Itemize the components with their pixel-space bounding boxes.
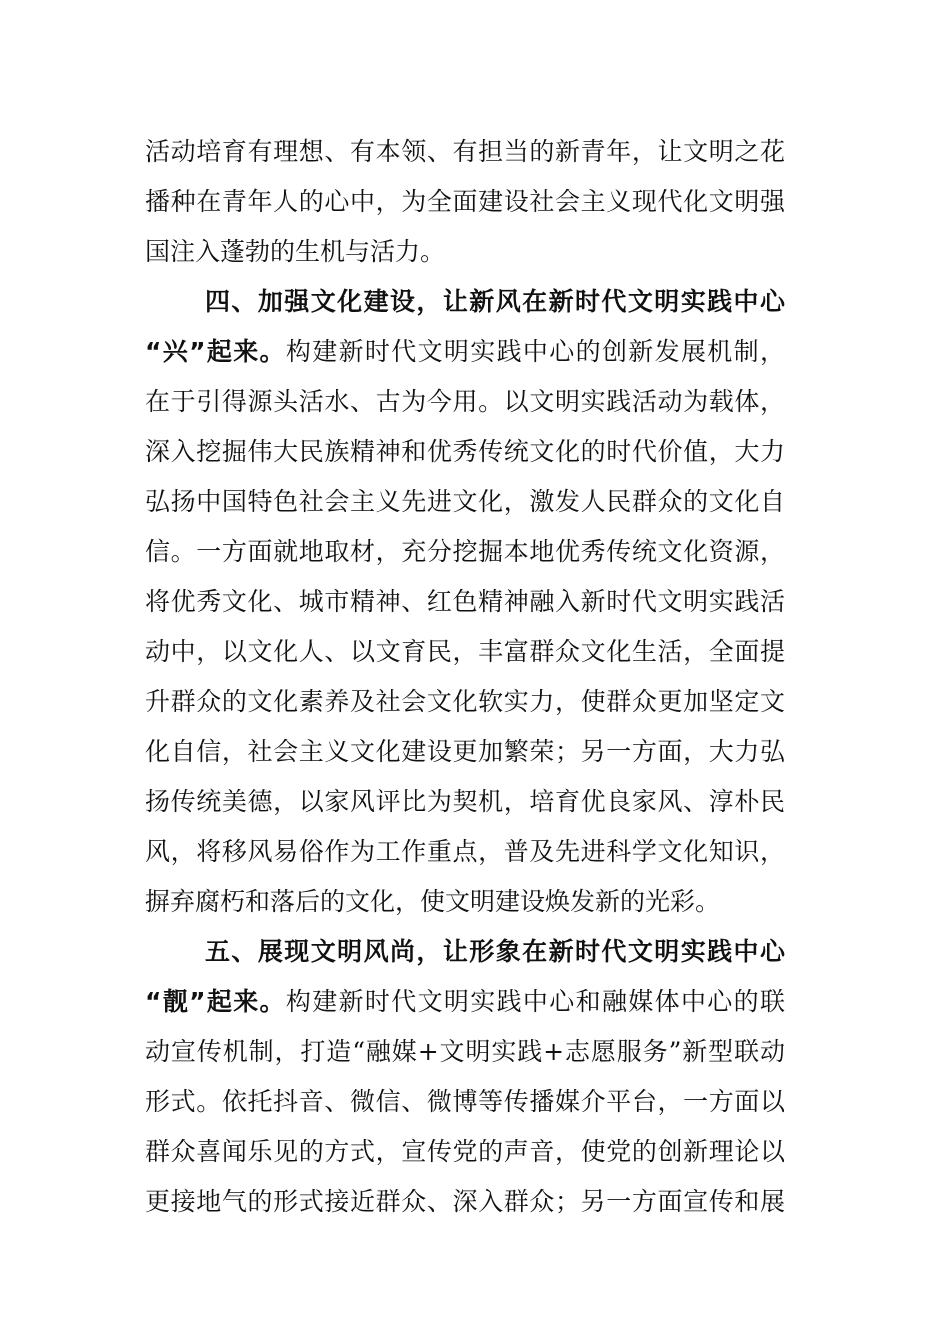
section-5-first-sentence: 构建新时代文明实践中心和融媒体中心的联 (285, 987, 785, 1016)
text-line: 信。一方面就地取材，充分挖掘本地优秀传统文化资源， (145, 537, 785, 566)
section-heading-4-tail: “兴”起来。 (145, 337, 286, 366)
section-4-first-sentence: 构建新时代文明实践中心的创新发展机制， (285, 337, 785, 366)
text-line: 群众喜闻乐见的方式，宣传党的声音，使党的创新理论以 (145, 1137, 785, 1166)
section-heading-4-continuation (145, 332, 785, 372)
section-heading-5-tail: “靓”起来。 (145, 987, 286, 1016)
text-line: 将优秀文化、城市精神、红色精神融入新时代文明实践活 (145, 587, 785, 616)
text-line: 形式。依托抖音、微信、微博等传播媒介平台，一方面以 (145, 1087, 785, 1116)
text-line: 风，将移风易俗作为工作重点，普及先进科学文化知识， (145, 837, 785, 866)
section-heading-5-continuation (145, 982, 785, 1022)
text-line: 化自信，社会主义文化建设更加繁荣；另一方面，大力弘 (145, 737, 785, 766)
text-line: 国注入蓬勃的生机与活力。 (145, 237, 446, 266)
text-line: 动中，以文化人、以文育民，丰富群众文化生活，全面提 (145, 637, 785, 666)
text-line: 在于引得源头活水、古为今用。以文明实践活动为载体， (145, 387, 785, 416)
text-line: 动宣传机制，打造“融媒+文明实践+志愿服务”新型联动 (145, 1037, 785, 1066)
section-heading-4: 四、加强文化建设，让新风在新时代文明实践中心 (205, 287, 785, 316)
text-line: 升群众的文化素养及社会文化软实力，使群众更加坚定文 (145, 687, 785, 716)
text-line: 弘扬中国特色社会主义先进文化，激发人民群众的文化自 (145, 487, 785, 516)
text-line: 摒弃腐朽和落后的文化，使文明建设焕发新的光彩。 (145, 887, 721, 916)
text-line: 活动培育有理想、有本领、有担当的新青年，让文明之花 (145, 137, 785, 166)
text-line: 播种在青年人的心中，为全面建设社会主义现代化文明强 (145, 187, 785, 216)
section-heading-5: 五、展现文明风尚，让形象在新时代文明实践中心 (205, 937, 785, 966)
text-line: 更接地气的形式接近群众、深入群众；另一方面宣传和展 (145, 1187, 785, 1216)
text-line: 深入挖掘伟大民族精神和优秀传统文化的时代价值，大力 (145, 437, 785, 466)
text-line: 扬传统美德，以家风评比为契机，培育优良家风、淳朴民 (145, 787, 785, 816)
